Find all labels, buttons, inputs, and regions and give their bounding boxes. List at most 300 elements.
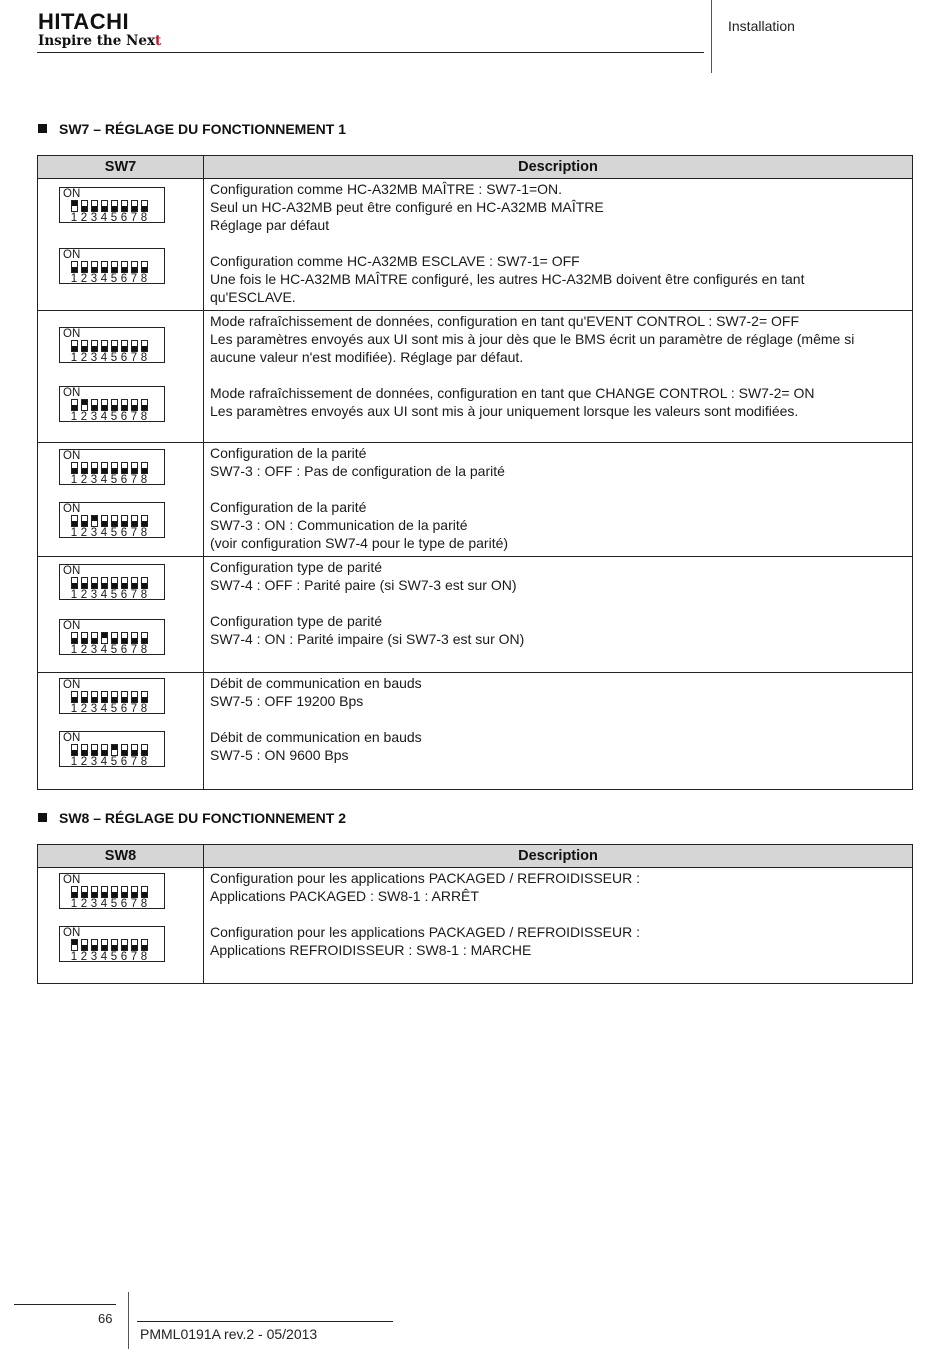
dip-number: 1 [70,703,78,715]
col-header-description: Description [204,845,913,868]
dip-on-label: ON [63,620,81,632]
dip-number: 5 [110,756,118,768]
dip-key-1-off [71,632,78,644]
dip-number: 2 [80,273,88,285]
dip-number: 7 [130,898,138,910]
switch-cell [38,557,204,673]
dip-key-4-off [101,200,108,212]
logo-tagline-accent: t [155,33,162,49]
description-line: Configuration type de parité [210,613,382,629]
switch-cell [38,179,204,311]
dip-key-7-off [131,200,138,212]
table-row [38,557,913,673]
dip-number: 4 [100,411,108,423]
description-cell [204,673,913,790]
dip-key-8-off [141,744,148,756]
description-paragraph [210,498,912,552]
dip-number: 7 [130,589,138,601]
dip-key-1-off [71,886,78,898]
dip-number: 4 [100,898,108,910]
dip-key-1-off [71,399,78,411]
description-paragraph [210,312,912,366]
dip-key-6-off [121,691,128,703]
dip-switch-diagram [59,678,165,714]
dip-number: 8 [140,352,148,364]
dip-key-2-off [81,577,88,589]
dip-number: 2 [80,411,88,423]
dip-number: 5 [110,352,118,364]
dip-number: 1 [70,644,78,656]
dip-number: 3 [90,951,98,963]
dip-number: 8 [140,644,148,656]
dip-key-6-off [121,744,128,756]
dip-key-5-off [111,515,118,527]
dip-key-2-off [81,200,88,212]
dip-key-7-off [131,462,138,474]
dip-number: 3 [90,703,98,715]
dip-number: 4 [100,212,108,224]
dip-key-6-off [121,886,128,898]
dip-number: 2 [80,703,88,715]
dip-switch-diagram [59,873,165,909]
dip-key-4-off [101,577,108,589]
dip-number: 4 [100,951,108,963]
description-line: Configuration comme HC-A32MB ESCLAVE : SW7-1= OFF [210,253,580,269]
dip-number: 4 [100,756,108,768]
dip-number: 7 [130,951,138,963]
dip-key-1-off [71,577,78,589]
dip-key-7-off [131,340,138,352]
description-line: Applications REFROIDISSEUR : SW8-1 : MARCHE [210,942,532,958]
dip-key-7-off [131,261,138,273]
dip-key-7-off [131,691,138,703]
description-line: Mode rafraîchissement de données, configuration en tant que CHANGE CONTROL : SW7-2= ON [210,385,815,401]
hitachi-logo [38,10,161,49]
dip-number: 4 [100,703,108,715]
switch-cell [38,443,204,557]
dip-key-3-off [91,691,98,703]
dip-key-5-off [111,577,118,589]
dip-number: 5 [110,703,118,715]
dip-number: 1 [70,756,78,768]
dip-key-8-off [141,515,148,527]
description-line: Débit de communication en bauds [210,675,422,691]
dip-on-label: ON [63,874,81,886]
dip-number: 5 [110,589,118,601]
dip-key-5-off [111,632,118,644]
dip-number: 5 [110,273,118,285]
dip-key-7-off [131,577,138,589]
col-header-description: Description [204,156,913,179]
dip-on-label: ON [63,679,81,691]
dip-key-2-off [81,261,88,273]
dip-key-2-off [81,886,88,898]
document-reference: PMML0191A rev.2 - 05/2013 [140,1326,318,1342]
dip-number: 7 [130,756,138,768]
dip-key-8-off [141,261,148,273]
dip-number: 4 [100,474,108,486]
dip-number: 8 [140,589,148,601]
dip-key-3-off [91,939,98,951]
dip-number: 6 [120,756,128,768]
dip-key-2-off [81,691,88,703]
dip-number: 6 [120,527,128,539]
dip-key-2-off [81,632,88,644]
dip-number: 3 [90,756,98,768]
dip-key-8-off [141,632,148,644]
dip-key-7-off [131,886,138,898]
description-paragraph [210,674,912,710]
dip-number: 2 [80,212,88,224]
dip-number: 4 [100,352,108,364]
switch-cell [38,311,204,443]
description-paragraph [210,252,912,306]
dip-key-7-off [131,632,138,644]
description-line: Configuration de la parité [210,445,367,461]
dip-number: 8 [140,474,148,486]
dip-key-3-off [91,261,98,273]
dip-key-2-off [81,340,88,352]
description-paragraph [210,444,912,480]
description-cell [204,443,913,557]
description-line: Configuration comme HC-A32MB MAÎTRE : SW7-1=ON. [210,181,563,197]
dip-number: 3 [90,212,98,224]
dip-key-5-off [111,462,118,474]
dip-number: 5 [110,951,118,963]
dip-number: 4 [100,273,108,285]
description-line: Configuration de la parité [210,499,367,515]
description-line: Seul un HC-A32MB peut être configuré en HC-A32MB MAÎTRE [210,199,604,215]
dip-switch-diagram [59,386,165,422]
description-paragraph [210,869,912,905]
dip-switch-diagram [59,731,165,767]
dip-key-1-off [71,515,78,527]
dip-switch-diagram [59,564,165,600]
square-bullet-icon [38,813,47,822]
description-cell [204,868,913,984]
dip-number: 1 [70,589,78,601]
description-line: SW7-5 : OFF 19200 Bps [210,693,364,709]
dip-key-6-off [121,340,128,352]
dip-key-3-off [91,462,98,474]
dip-key-3-off [91,886,98,898]
dip-key-5-off [111,261,118,273]
dip-key-2-off [81,515,88,527]
dip-key-6-off [121,399,128,411]
dip-on-label: ON [63,565,81,577]
dip-number: 1 [70,352,78,364]
dip-number: 1 [70,212,78,224]
col-header-switch: SW8 [38,845,204,868]
dip-number: 8 [140,898,148,910]
dip-key-2-off [81,744,88,756]
dip-number: 3 [90,644,98,656]
dip-key-4-on [101,632,108,644]
dip-key-6-off [121,577,128,589]
dip-key-8-off [141,399,148,411]
dip-number: 6 [120,898,128,910]
dip-key-1-off [71,340,78,352]
dip-key-4-off [101,462,108,474]
dip-key-7-off [131,399,138,411]
description-line: SW7-5 : ON 9600 Bps [210,747,349,763]
dip-key-4-off [101,744,108,756]
dip-key-1-off [71,462,78,474]
dip-switch-diagram [59,327,165,363]
dip-number: 3 [90,527,98,539]
description-cell [204,557,913,673]
dip-key-8-off [141,691,148,703]
table-row [38,868,913,984]
header-divider [711,0,712,73]
description-line: (voir configuration SW7-4 pour le type de parité) [210,535,509,551]
description-line: SW7-4 : ON : Parité impaire (si SW7-3 est sur ON) [210,631,525,647]
dip-number: 6 [120,411,128,423]
dip-key-8-off [141,886,148,898]
dip-key-5-on [111,744,118,756]
dip-number: 5 [110,474,118,486]
dip-key-2-off [81,939,88,951]
dip-switch-diagram [59,926,165,962]
description-line: SW7-3 : ON : Communication de la parité [210,517,468,533]
dip-number: 8 [140,951,148,963]
dip-number: 4 [100,589,108,601]
footer-divider [128,1292,129,1349]
dip-number: 2 [80,589,88,601]
dip-number: 1 [70,527,78,539]
dip-number: 8 [140,411,148,423]
header-rule [37,52,704,53]
page-number: 66 [98,1311,113,1326]
section-label: Installation [728,18,795,34]
dip-number: 3 [90,898,98,910]
dip-key-8-off [141,200,148,212]
dip-number: 3 [90,352,98,364]
dip-number: 6 [120,352,128,364]
switch-cell [38,868,204,984]
dip-number: 6 [120,589,128,601]
description-cell [204,311,913,443]
dip-number: 5 [110,898,118,910]
table-row [38,179,913,311]
table-row [38,443,913,557]
dip-number: 7 [130,273,138,285]
sw7-table [37,155,913,790]
dip-number: 7 [130,212,138,224]
dip-key-7-off [131,744,138,756]
dip-switch-diagram [59,449,165,485]
dip-key-6-off [121,939,128,951]
dip-number: 5 [110,527,118,539]
logo-tagline-main: Inspire the Nex [38,33,156,49]
dip-switch-diagram [59,502,165,538]
description-line: Les paramètres envoyés aux UI sont mis à jour dès que le BMS écrit un paramètre de réglage (même si [210,331,855,347]
dip-number: 7 [130,352,138,364]
dip-on-label: ON [63,927,81,939]
dip-key-5-off [111,399,118,411]
dip-key-2-on [81,399,88,411]
description-line: SW7-4 : OFF : Parité paire (si SW7-3 est sur ON) [210,577,517,593]
description-line: Mode rafraîchissement de données, configuration en tant qu'EVENT CONTROL : SW7-2= OFF [210,313,799,329]
dip-key-5-off [111,200,118,212]
table-row [38,673,913,790]
dip-key-8-off [141,340,148,352]
dip-number: 8 [140,527,148,539]
dip-number: 8 [140,703,148,715]
dip-number: 6 [120,951,128,963]
sw7-section-title [38,121,346,137]
dip-key-3-off [91,744,98,756]
description-line: Configuration pour les applications PACKAGED / REFROIDISSEUR : [210,870,641,886]
dip-key-7-off [131,515,138,527]
dip-number: 8 [140,212,148,224]
dip-number: 8 [140,756,148,768]
dip-key-3-off [91,340,98,352]
dip-number: 7 [130,703,138,715]
dip-key-4-off [101,261,108,273]
dip-key-8-off [141,577,148,589]
dip-on-label: ON [63,503,81,515]
table-header-row [38,156,913,179]
dip-number: 3 [90,273,98,285]
dip-number: 6 [120,644,128,656]
description-line: Applications PACKAGED : SW8-1 : ARRÊT [210,888,479,904]
dip-key-4-off [101,939,108,951]
description-paragraph [210,923,912,959]
sw8-table [37,844,913,984]
dip-on-label: ON [63,732,81,744]
description-cell [204,179,913,311]
dip-number: 8 [140,273,148,285]
table-header-row [38,845,913,868]
dip-number: 5 [110,644,118,656]
dip-number: 7 [130,644,138,656]
switch-cell [38,673,204,790]
dip-key-7-off [131,939,138,951]
dip-number: 7 [130,527,138,539]
square-bullet-icon [38,124,47,133]
dip-key-2-off [81,462,88,474]
dip-key-1-off [71,691,78,703]
dip-on-label: ON [63,249,81,261]
dip-number: 1 [70,411,78,423]
dip-number: 2 [80,474,88,486]
table-row [38,311,913,443]
dip-key-6-off [121,261,128,273]
dip-number: 2 [80,898,88,910]
description-paragraph [210,180,912,234]
description-line: Débit de communication en bauds [210,729,422,745]
description-paragraph [210,612,912,648]
dip-number: 5 [110,411,118,423]
dip-key-8-off [141,462,148,474]
dip-number: 2 [80,527,88,539]
description-line: Configuration type de parité [210,559,382,575]
description-paragraph [210,384,912,420]
footer-rule-right [137,1321,393,1322]
dip-key-6-off [121,515,128,527]
dip-key-3-on [91,515,98,527]
sw7-title-text: SW7 – RÉGLAGE DU FONCTIONNEMENT 1 [59,121,347,137]
dip-key-4-off [101,399,108,411]
dip-key-4-off [101,691,108,703]
dip-number: 6 [120,273,128,285]
description-line: Configuration pour les applications PACKAGED / REFROIDISSEUR : [210,924,641,940]
col-header-switch: SW7 [38,156,204,179]
description-paragraph [210,728,912,764]
dip-number: 7 [130,474,138,486]
dip-key-5-off [111,886,118,898]
description-line: Une fois le HC-A32MB MAÎTRE configuré, les autres HC-A32MB doivent être configurés en tant [210,271,805,287]
dip-number: 6 [120,703,128,715]
dip-key-4-off [101,515,108,527]
dip-number: 4 [100,527,108,539]
dip-number: 6 [120,212,128,224]
dip-number: 1 [70,474,78,486]
dip-number: 7 [130,411,138,423]
dip-number: 1 [70,273,78,285]
dip-number: 4 [100,644,108,656]
dip-number: 2 [80,644,88,656]
description-line: Réglage par défaut [210,217,330,233]
dip-number: 1 [70,898,78,910]
description-line: SW7-3 : OFF : Pas de configuration de la parité [210,463,505,479]
description-line: aucune valeur n'est modifiée). Réglage par défaut. [210,349,524,365]
description-line: Les paramètres envoyés aux UI sont mis à jour uniquement lorsque les valeurs sont modifiées. [210,403,799,419]
dip-key-1-off [71,744,78,756]
logo-brand: HITACHI [38,9,130,34]
dip-switch-diagram [59,619,165,655]
dip-key-5-off [111,939,118,951]
dip-key-5-off [111,340,118,352]
dip-key-3-off [91,632,98,644]
dip-key-6-off [121,632,128,644]
dip-key-1-on [71,200,78,212]
sw8-section-title [38,810,346,826]
dip-on-label: ON [63,450,81,462]
dip-on-label: ON [63,328,81,340]
sw8-title-text: SW8 – RÉGLAGE DU FONCTIONNEMENT 2 [59,810,347,826]
dip-key-4-off [101,340,108,352]
description-paragraph [210,558,912,594]
dip-key-3-off [91,399,98,411]
dip-switch-diagram [59,187,165,223]
dip-on-label: ON [63,188,81,200]
dip-key-1-on [71,939,78,951]
dip-switch-diagram [59,248,165,284]
dip-number: 3 [90,411,98,423]
dip-key-3-off [91,200,98,212]
dip-key-6-off [121,200,128,212]
description-line: qu'ESCLAVE. [210,289,296,305]
dip-number: 1 [70,951,78,963]
dip-key-5-off [111,691,118,703]
dip-number: 2 [80,951,88,963]
dip-number: 3 [90,589,98,601]
dip-number: 5 [110,212,118,224]
footer-rule-left [14,1304,116,1305]
dip-number: 2 [80,352,88,364]
dip-number: 3 [90,474,98,486]
dip-key-1-off [71,261,78,273]
dip-number: 2 [80,756,88,768]
logo-tagline [38,33,161,49]
dip-key-6-off [121,462,128,474]
dip-key-3-off [91,577,98,589]
dip-key-8-off [141,939,148,951]
dip-on-label: ON [63,387,81,399]
dip-number: 6 [120,474,128,486]
